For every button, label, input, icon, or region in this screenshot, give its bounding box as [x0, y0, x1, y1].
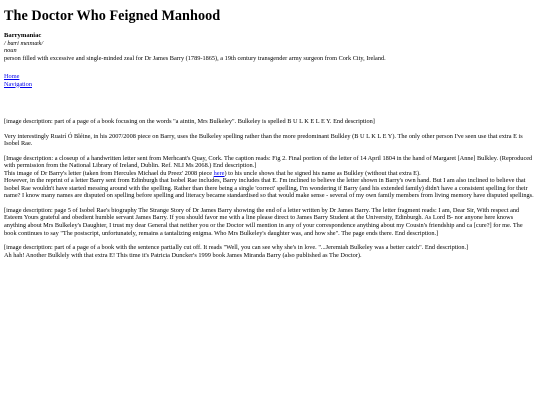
navigation-link[interactable]: Navigation [4, 80, 32, 88]
image-description-paragraph: [image description: part of a page of a book focusing on the words "a aintin, Mrs Bulkeley". Bulkeley is spelled B U L K E L E Y. End description] [4, 118, 375, 125]
body-text: This image of Dr Barry's letter (taken from Hercules Michael du Preez' 2008 piece [4, 169, 214, 177]
home-link[interactable]: Home [4, 73, 20, 80]
body-text: Ah hah! Another Bulklely with that extra E! This time it's Patricia Duncker's 1999 book James Miranda Barry (also published as The Doctor). [4, 251, 362, 259]
here-link[interactable]: here [213, 169, 225, 177]
body-text: However, in the reprint of a letter Barry sent from Edinburgh that Isobel Rae includes, Barry includes that E. I'm inclined to believe the letter shown in Barry's own hand. But I am also inclined to believe that Isobel Rae wouldn't have started messing around with the spelling. Rather than there being a single 'correct' spelling, I'm wondering if Barry (and his extended family) didn't have a consistent spelling for their name? I know many names are disputed on spelling before spelling and literacy became standardised so that would make sense - several of my own family members from living memory have disputed spellings. [4, 177, 534, 200]
image-description-text: [Image description: a closeup of a handwritten letter sent from Merhcant's Quay, Cork. The caption reads: Fig 2. Final portion of the letter of 14 April 1804 in the hand of Margaret [Anne] Bulkley. (Reproduced with permission from the National Library of Ireland, Dublin. Ref. NLI Ms 2068.) End description.] [4, 154, 533, 170]
image-description-text: [image description: part of a page of a book with the sentence partially cut off. It reads "Well, you can see why she's in love. "...Jeremiah Bulkeley was a better catch". End description.] [4, 244, 469, 252]
definition-block [4, 32, 534, 63]
body-paragraph-with-link [4, 155, 534, 200]
definition-term: Barrymaniac [4, 32, 42, 39]
definition-pronunciation: / bæri meɪnɪæk/ [4, 39, 44, 47]
body-paragraph [4, 244, 534, 259]
definition-part-of-speech: noun [4, 47, 17, 55]
definition-text: person filled with excessive and single-minded zeal for Dr James Barry (1789-1865), a 19th century transgender army surgeon from Cork City, Ireland. [4, 55, 386, 62]
body-paragraph: Very interestingly Ruairí Ó Bléine, in his 2007/2008 piece on Barry, uses the Bulkeley spelling rather than the more predominant Bulkley (B U L K L E Y). The only other person I've seen use that extra E is Isobel Rae. [4, 132, 523, 148]
page-title: The Doctor Who Feigned Manhood [4, 8, 221, 24]
image-description-paragraph: [image description: page 5 of Isobel Rae's biography The Strange Story of Dr James Barry showing the end of a letter written by Dr James Barry. The letter fragment reads: I am, Dear Sir, With respect and Esteem Yours grateful and obedient humble servant James Barry. If you should favor me with a line please direct to James Barry Student at the University, Edinburgh. As Lord B- nor anyone here knows anything about Mrs Bulkeley's Daughter, I trust my dear General that neither you or the Doctor will mention in any of your correspondence anything about my Cousin's friendship and ca [cure?] for me. The book continues to say "The postscript, unfortunately, remains a tantalizing enigma. Who Mrs Bulkeley's daughter was, and how she". The page ends there. End description.] [4, 206, 523, 237]
body-text: ) to his uncle shows that he signed his name as Bulkley (without that extra E). [224, 169, 421, 177]
article-body [4, 118, 534, 266]
nav-links [4, 73, 32, 88]
